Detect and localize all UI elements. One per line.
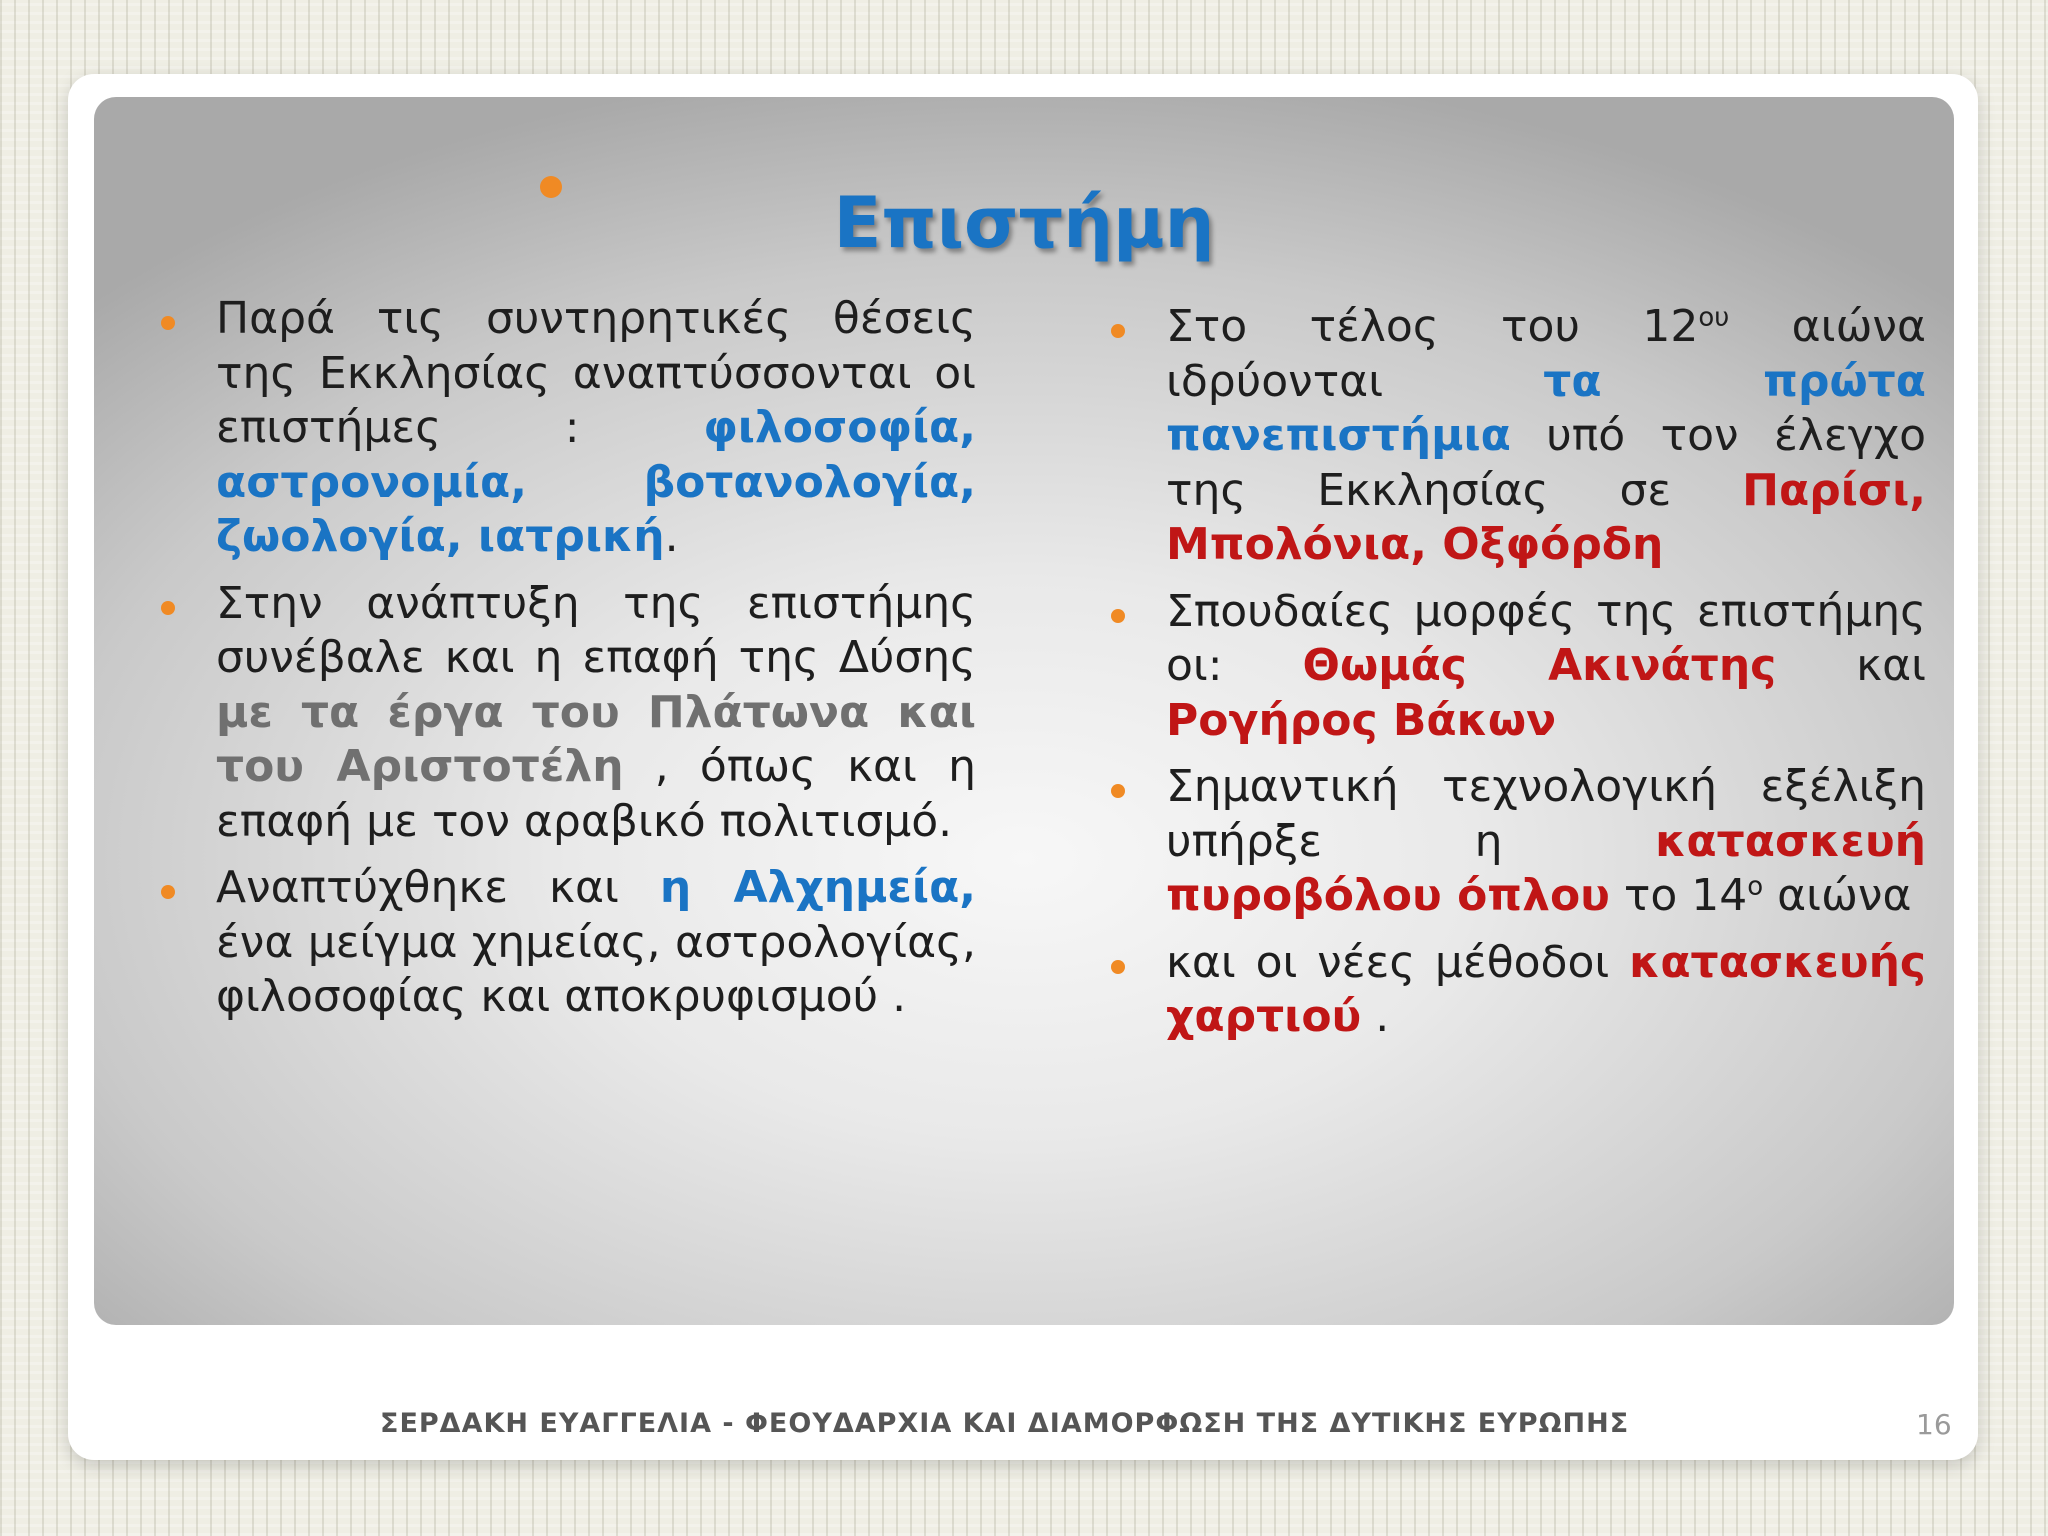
- highlighted-paper: κατασκευής χαρτιού: [1166, 936, 1926, 1042]
- list-item: [1100, 936, 1926, 1045]
- bullet-text: το 14: [1609, 870, 1748, 921]
- list-item: [150, 577, 976, 850]
- bullet-text: και οι νέες μέθοδοι: [1166, 936, 1630, 988]
- bullet-text: Σημαντική τεχνολογική εξέλιξη υπήρξε η: [1166, 761, 1926, 867]
- list-item: [150, 861, 976, 1025]
- highlighted-philosophers: με τα έργα του Πλάτωνα και του Αριστοτέλη: [216, 686, 976, 792]
- bullet-text: Παρά τις συντηρητικές θέσεις της Εκκλησίας αναπτύσσονται οι επιστήμες :: [216, 293, 976, 453]
- list-item: [1100, 760, 1926, 924]
- highlighted-invention: κατασκευή πυροβόλου όπλου: [1166, 815, 1926, 921]
- bullet-text: Στην ανάπτυξη της επιστήμης συνέβαλε και η επαφή της Δύσης: [216, 577, 976, 683]
- bullet-text: , όπως και η επαφή με τον αραβικό πολιτισμό.: [216, 741, 976, 847]
- superscript: ο: [1747, 871, 1764, 902]
- list-item: [150, 292, 976, 565]
- superscript: ου: [1698, 302, 1730, 333]
- bullet-text: ένα μείγμα χημείας, αστρολογίας, φιλοσοφίας και αποκρυφισμού .: [216, 916, 976, 1022]
- right-bullet-list: [1100, 300, 1926, 1057]
- bullet-text: και: [1776, 640, 1926, 691]
- bullet-text: .: [664, 511, 679, 562]
- list-item: [1100, 300, 1926, 573]
- page-number: 16: [1916, 1408, 1952, 1441]
- slide-footer: ΣΕΡΔΑΚΗ ΕΥΑΓΓΕΛΙΑ - ΦΕΟΥΔΑΡΧΙΑ ΚΑΙ ΔΙΑΜΟΡΦΩΣΗ ΤΗΣ ΔΥΤΙΚΗΣ ΕΥΡΩΠΗΣ: [380, 1408, 1630, 1439]
- bullet-text: αιώνα ιδρύονται: [1166, 301, 1926, 407]
- slide-title: Επιστήμη: [833, 182, 1215, 264]
- bullet-text: υπό τον έλεγχο της Εκκλησίας σε: [1166, 410, 1926, 516]
- highlighted-sciences: φιλοσοφία, αστρονομία, βοτανολογία, ζωολογία, ιατρική: [216, 402, 976, 562]
- bullet-text: αιώνα: [1763, 870, 1912, 921]
- bullet-text: .: [1361, 991, 1390, 1042]
- list-item: [1100, 585, 1926, 749]
- highlighted-person: Θωμάς Ακινάτης: [1302, 640, 1777, 691]
- left-bullet-list: [150, 292, 976, 1037]
- bullet-text: Στο τέλος του 12: [1166, 301, 1699, 352]
- bullet-text: Αναπτύχθηκε και: [216, 862, 660, 913]
- highlighted-alchemy: η Αλχημεία,: [659, 862, 977, 913]
- highlighted-universities: τα πρώτα πανεπιστήμια: [1166, 355, 1926, 461]
- highlighted-cities: Παρίσι, Μπολόνια, Οξφόρδη: [1166, 464, 1926, 570]
- bullet-text: Σπουδαίες μορφές της επιστήμης οι:: [1166, 585, 1926, 691]
- highlighted-person: Ρογήρος Βάκων: [1166, 694, 1557, 746]
